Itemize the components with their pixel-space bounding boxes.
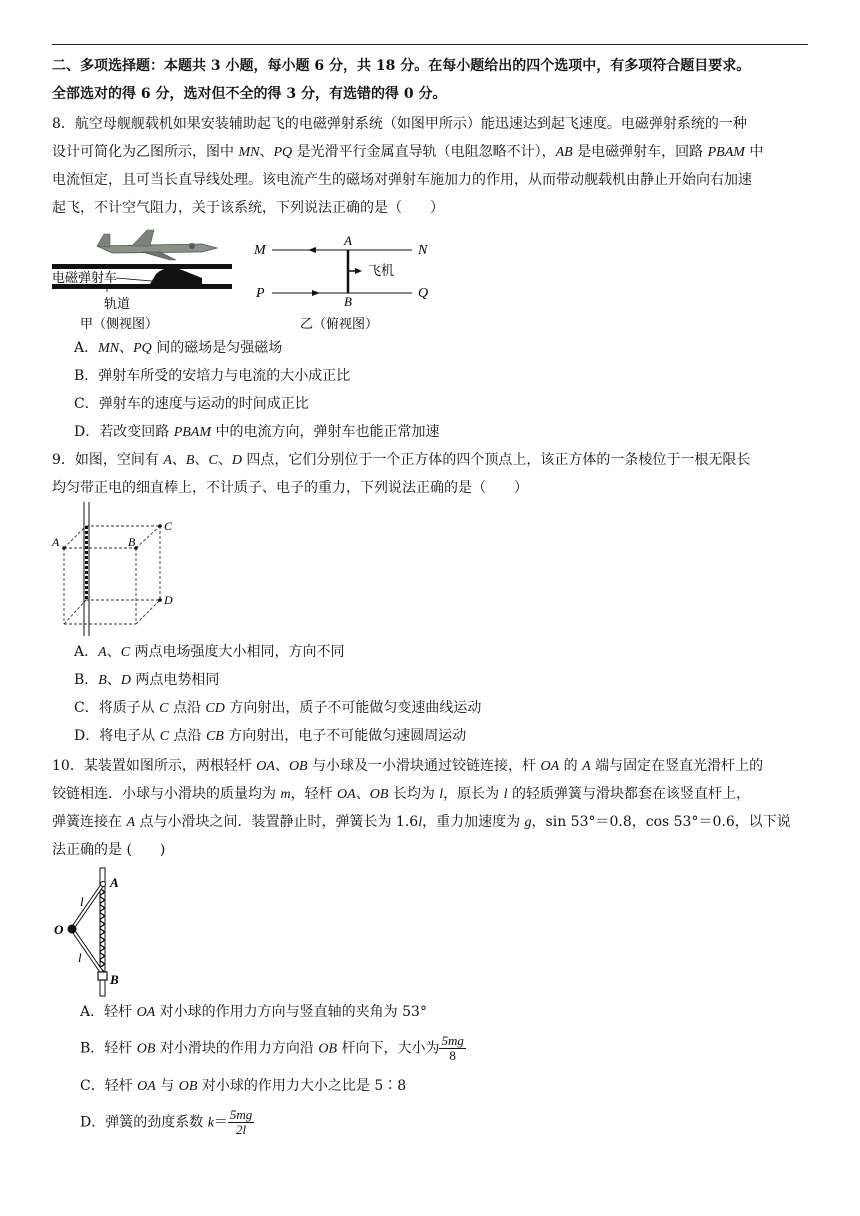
label-A: A (344, 233, 352, 248)
q8-line3: 电流恒定，且可当长直导线处理。该电流产生的磁场对弹射车施加力的作用，从而带动舰载机由静止开始向右加速 (52, 172, 752, 188)
slider-block (98, 972, 107, 980)
q10-line2: 铰链相连．小球与小滑块的质量均为 m，轻杆 OA、OB 长均为 l，原长为 l 的轻质弹簧与滑块都套在该竖直杆上， (52, 786, 750, 802)
label-P: P (256, 286, 265, 301)
fraction-5mg-over-8: $\frac{5mg}{8}$ (441, 1033, 464, 1063)
q8-figure-top-view (250, 230, 440, 336)
q8-option-c: C．弹射车的速度与运动的时间成正比 (74, 396, 309, 412)
q9-option-b: B．B、D 两点电势相同 (74, 672, 220, 688)
q9-option-d: D．将电子从 C 点沿 CB 方向射出，电子不可能做匀速圆周运动 (74, 728, 467, 744)
ball-O (68, 925, 77, 934)
point-D (158, 598, 162, 602)
q8-option-a: A．MN、PQ 间的磁场是匀强磁场 (74, 340, 283, 356)
label-D: D (164, 593, 173, 607)
label-Q: Q (418, 286, 429, 301)
charged-rod (84, 502, 89, 636)
arrow-right-icon (312, 290, 320, 296)
point-A (62, 546, 66, 550)
q8-line2: 设计可简化为乙图所示，图中 MN、PQ 是光滑平行金属直导轨（电阻忽略不计），AB 是电磁弹射车，回路 PBAM 中 (52, 144, 764, 160)
q10-figure (52, 866, 132, 996)
catapult-car-shape (150, 268, 202, 284)
label-catapult-car: 电磁弹射车 (52, 270, 118, 285)
label-A: A (52, 535, 60, 549)
label-O: O (54, 922, 64, 937)
q8-line1: 8．航空母舰舰载机如果安装辅助起飞的电磁弹射系统（如图甲所示）能迅速达到起飞速度。电磁弹射系统的一种 (52, 116, 747, 132)
rod-OA (72, 884, 103, 929)
label-plane: 飞机 (368, 263, 395, 278)
q9-cube-figure (52, 502, 182, 638)
caption-top-view: 乙（俯视图） (300, 316, 379, 331)
label-l-lower: l (78, 950, 82, 965)
point-C (158, 524, 162, 528)
top-rule (52, 44, 808, 45)
arrow-left-icon (308, 247, 316, 253)
label-A: A (110, 875, 119, 890)
q10-option-d: D．弹簧的劲度系数 k＝ $\frac{5mg}{2l}$ (80, 1107, 253, 1137)
label-track: 轨道 (104, 296, 131, 311)
fraction-5mg-over-2l: $\frac{5mg}{2l}$ (229, 1107, 253, 1137)
caption-side-view: 甲（侧视图） (80, 316, 159, 331)
q8-option-b: B．弹射车所受的安培力与电流的大小成正比 (74, 368, 351, 384)
label-B: B (110, 972, 119, 987)
q8-line4: 起飞，不计空气阻力，关于该系统，下列说法正确的是（ ） (52, 200, 444, 216)
q9-line1: 9．如图，空间有 A、B、C、D 四点，它们分别位于一个正方体的四个顶点上，该正方体的一条棱位于一根无限长 (52, 452, 751, 468)
q9-line2: 均匀带正电的细直棒上，不计质子、电子的重力，下列说法正确的是（ ） (52, 480, 528, 496)
section-heading: 二、多项选择题：本题共 3 小题，每小题 6 分，共 18 分。在每小题给出的四个选项中，有多项符合题目要求。 (52, 58, 751, 74)
label-B: B (128, 535, 136, 549)
q10-option-c: C．轻杆 OA 与 OB 对小球的作用力大小之比是 5∶8 (80, 1078, 407, 1094)
q8-option-d: D．若改变回路 PBAM 中的电流方向，弹射车也能正常加速 (74, 424, 440, 440)
q10-option-b: B．轻杆 OB 对小滑块的作用力方向沿 OB 杆向下，大小为 $\frac{5mg}{8}$ (80, 1033, 464, 1063)
label-M: M (254, 243, 266, 258)
track-upper (52, 264, 232, 269)
label-B: B (344, 294, 352, 309)
label-N: N (418, 243, 428, 258)
q9-option-c: C．将质子从 C 点沿 CD 方向射出，质子不可能做匀变速曲线运动 (74, 700, 482, 716)
q10-line1: 10．某装置如图所示，两根轻杆 OA、OB 与小球及一小滑块通过铰链连接，杆 OA 的 A 端与固定在竖直光滑杆上的 (52, 758, 764, 774)
force-arrow-icon (355, 268, 362, 274)
q10-line3: 弹簧连接在 A 点与小滑块之间．装置静止时，弹簧长为 1.6l，重力加速度为 g，sin 53°＝0.8，cos 53°＝0.6，以下说 (52, 814, 791, 830)
q10-line4: 法正确的是 ( ) (52, 842, 166, 858)
jet-icon (97, 230, 217, 260)
label-l-upper: l (80, 894, 84, 909)
q10-option-a: A．轻杆 OA 对小球的作用力方向与竖直轴的夹角为 53° (80, 1004, 427, 1020)
rod-OB (72, 929, 103, 974)
q9-option-a: A．A、C 两点电场强度大小相同，方向不同 (74, 644, 345, 660)
label-C: C (164, 519, 173, 533)
section-scoring: 全部选对的得 6 分，选对但不全的得 3 分，有选错的得 0 分。 (52, 86, 447, 102)
q8-figure-side-view (52, 226, 237, 336)
